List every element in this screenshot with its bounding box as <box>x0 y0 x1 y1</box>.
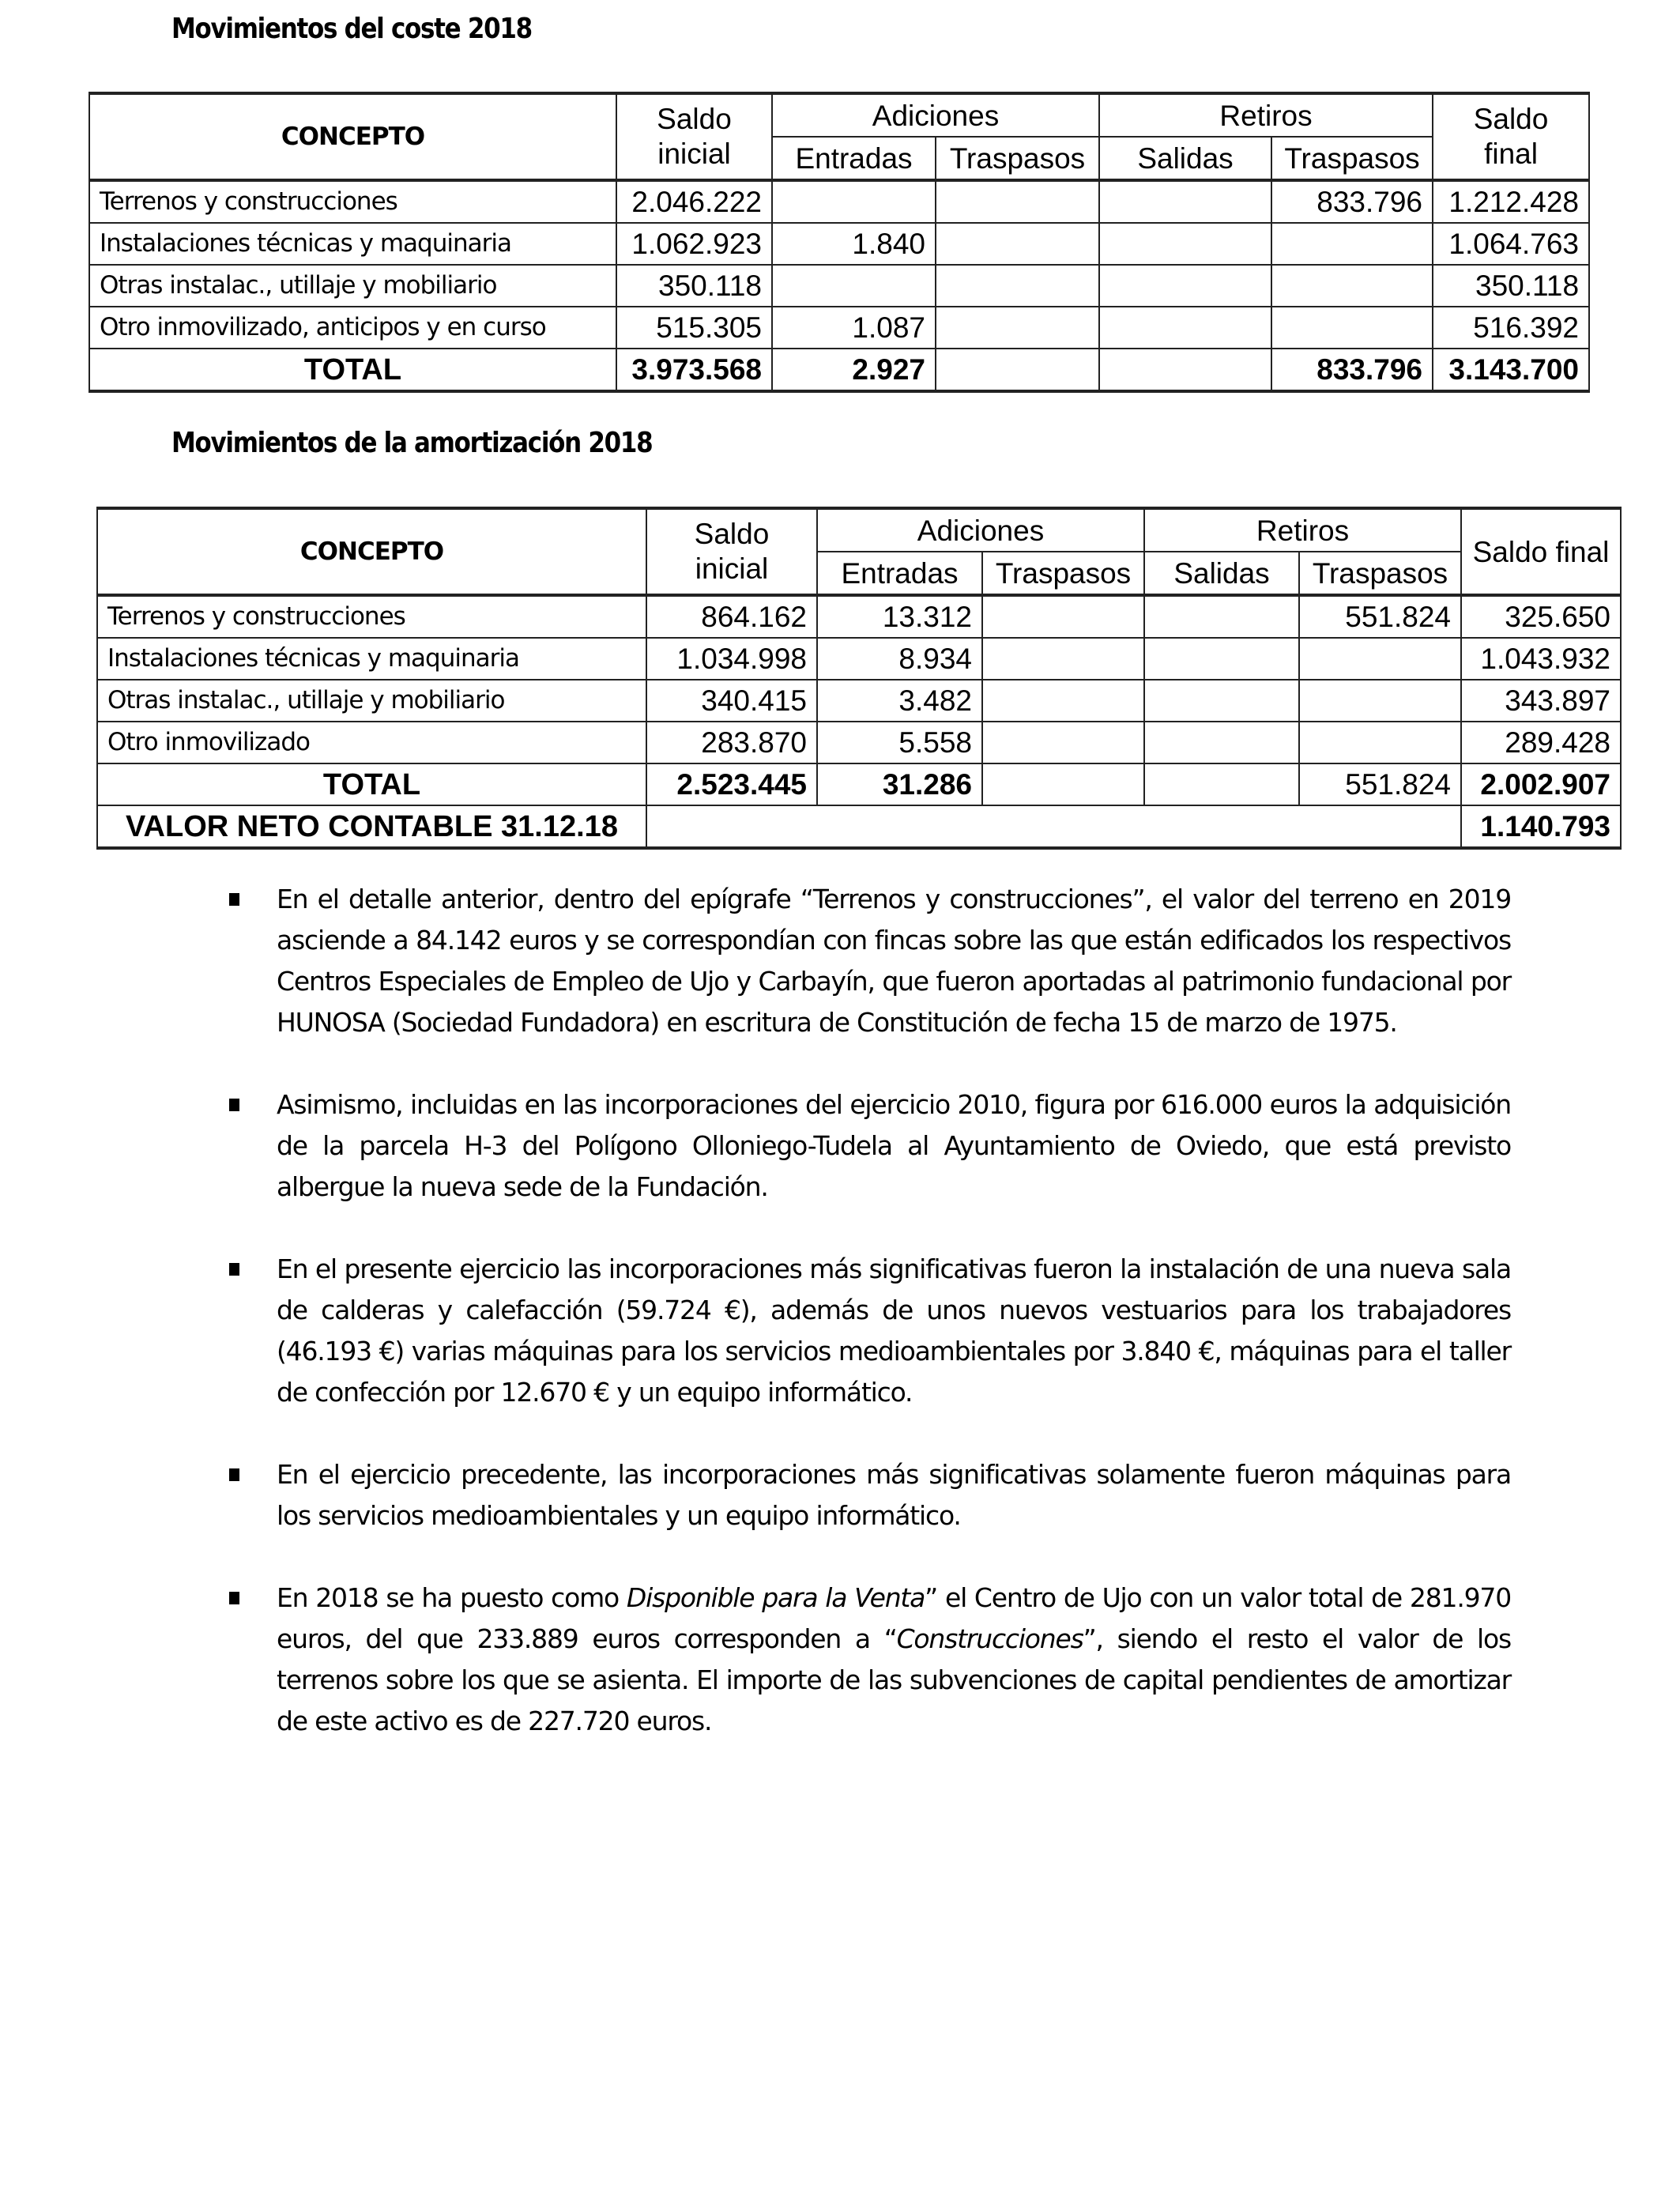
total-salidas <box>1099 349 1271 391</box>
cell-traspasos-adiciones <box>936 223 1099 265</box>
total-label: TOTAL <box>97 763 646 805</box>
amortization-movements-table <box>96 507 1622 850</box>
cell-traspasos-adiciones <box>936 265 1099 307</box>
cell-traspasos-retiros <box>1299 638 1461 680</box>
cell-saldo-inicial: 283.870 <box>646 722 817 763</box>
cell-saldo-inicial: 2.046.222 <box>616 180 772 223</box>
header-traspasos-retiros: Traspasos <box>1271 137 1433 180</box>
cell-salidas <box>1144 680 1299 722</box>
note-text: Asimismo, incluidas en las incorporaciones del ejercicio 2010, figura por 616.000 euros la adquisición de la parcela H-3 del Polígono Olloniego-Tudela al Ayuntamiento de Oviedo, que está previsto albergue la nueva sede de la Fundación. <box>277 1089 1511 1202</box>
note-text-segment: ”, siendo el resto el valor de los terrenos sobre los que se asienta. El importe de las subvenciones de capital pendientes de amortizar de este activo es de 227.720 euros. <box>277 1623 1511 1736</box>
cell-salidas <box>1144 638 1299 680</box>
note-text: En el detalle anterior, dentro del epígrafe “Terrenos y construcciones”, el valor del terreno en 2019 asciende a 84.142 euros y se correspondían con fincas sobre las que están edificados los respectivos Centros Especiales de Empleo de Ujo y Carbayín, que fueron aportadas al patrimonio fundacional por HUNOSA (Sociedad Fundadora) en escritura de Constitución de fecha 15 de marzo de 1975. <box>277 884 1511 1038</box>
cell-saldo-final: 1.064.763 <box>1433 223 1589 265</box>
cell-entradas: 13.312 <box>817 595 982 638</box>
cell-concepto: Otro inmovilizado, anticipos y en curso <box>89 307 616 349</box>
header-salidas: Salidas <box>1144 552 1299 595</box>
cell-traspasos-retiros <box>1271 265 1433 307</box>
cell-traspasos-adiciones <box>982 638 1144 680</box>
table-row <box>89 265 1589 307</box>
cell-saldo-inicial: 340.415 <box>646 680 817 722</box>
square-bullet-icon <box>229 1263 239 1276</box>
cell-saldo-inicial: 515.305 <box>616 307 772 349</box>
cell-traspasos-adiciones <box>936 180 1099 223</box>
cell-salidas <box>1099 265 1271 307</box>
note-text-italic: Disponible para la Venta <box>626 1582 925 1613</box>
header-concepto: CONCEPTO <box>89 93 616 180</box>
cell-salidas <box>1099 307 1271 349</box>
cell-saldo-final: 343.897 <box>1461 680 1621 722</box>
total-traspasos-retiros: 551.824 <box>1299 763 1461 805</box>
note-text-segment: En 2018 se ha puesto como <box>277 1582 627 1613</box>
net-book-value-label: VALOR NETO CONTABLE 31.12.18 <box>97 805 646 848</box>
header-saldo-inicial: Saldo inicial <box>616 93 772 180</box>
cell-salidas <box>1099 180 1271 223</box>
cell-concepto: Otras instalac., utillaje y mobiliario <box>89 265 616 307</box>
table-row <box>97 722 1621 763</box>
cell-saldo-final: 1.043.932 <box>1461 638 1621 680</box>
square-bullet-icon <box>229 1468 239 1481</box>
cost-movements-table <box>89 92 1590 393</box>
cell-traspasos-retiros: 833.796 <box>1271 180 1433 223</box>
total-saldo-final: 3.143.700 <box>1433 349 1589 391</box>
amortization-table-title: Movimientos de la amortización 2018 <box>171 427 653 459</box>
net-book-value-spacer <box>646 805 1461 848</box>
total-saldo-final: 2.002.907 <box>1461 763 1621 805</box>
header-retiros: Retiros <box>1099 93 1433 137</box>
cell-concepto: Terrenos y construcciones <box>97 595 646 638</box>
total-row <box>97 763 1621 805</box>
header-traspasos-adiciones: Traspasos <box>982 552 1144 595</box>
cell-traspasos-retiros <box>1271 223 1433 265</box>
note-item <box>223 1084 1511 1208</box>
total-label: TOTAL <box>89 349 616 391</box>
header-traspasos-adiciones: Traspasos <box>936 137 1099 180</box>
square-bullet-icon <box>229 893 239 906</box>
header-saldo-inicial: Saldo inicial <box>646 508 817 595</box>
cell-saldo-inicial: 1.034.998 <box>646 638 817 680</box>
total-saldo-inicial: 2.523.445 <box>646 763 817 805</box>
total-entradas: 31.286 <box>817 763 982 805</box>
note-text-segment: ” el Centro de Ujo con un valor total de 281.970 euros, del que 233.889 euros corresponden a “ <box>277 1582 1511 1654</box>
note-text: En el ejercicio precedente, las incorporaciones más significativas solamente fueron máquinas para los servicios medioambientales y un equipo informático. <box>277 1459 1511 1531</box>
note-item <box>223 879 1511 1043</box>
cell-saldo-inicial: 1.062.923 <box>616 223 772 265</box>
cell-entradas <box>772 265 936 307</box>
note-text <box>277 1582 1511 1736</box>
cell-traspasos-retiros: 551.824 <box>1299 595 1461 638</box>
total-salidas <box>1144 763 1299 805</box>
header-entradas: Entradas <box>817 552 982 595</box>
cell-salidas <box>1144 595 1299 638</box>
note-item <box>223 1249 1511 1413</box>
cell-saldo-final: 289.428 <box>1461 722 1621 763</box>
cell-traspasos-retiros <box>1299 680 1461 722</box>
note-item <box>223 1454 1511 1536</box>
cell-concepto: Instalaciones técnicas y maquinaria <box>89 223 616 265</box>
note-text: En el presente ejercicio las incorporaciones más significativas fueron la instalación de una nueva sala de calderas y calefacción (59.724 €), además de unos nuevos vestuarios para los trabajadores (46.193 €) varias máquinas para los servicios medioambientales por 3.840 €, máquinas para el taller de confección por 12.670 € y un equipo informático. <box>277 1253 1511 1408</box>
header-entradas: Entradas <box>772 137 936 180</box>
cell-saldo-final: 325.650 <box>1461 595 1621 638</box>
cell-saldo-inicial: 350.118 <box>616 265 772 307</box>
notes-list <box>223 879 1511 1783</box>
net-book-value-row <box>97 805 1621 848</box>
cell-concepto: Otro inmovilizado <box>97 722 646 763</box>
table-row <box>89 223 1589 265</box>
header-concepto: CONCEPTO <box>97 508 646 595</box>
table-row <box>97 638 1621 680</box>
table-row <box>89 307 1589 349</box>
cell-concepto: Instalaciones técnicas y maquinaria <box>97 638 646 680</box>
header-adiciones: Adiciones <box>817 508 1144 552</box>
cell-saldo-final: 516.392 <box>1433 307 1589 349</box>
cell-entradas: 3.482 <box>817 680 982 722</box>
note-text-italic: Construcciones <box>896 1623 1083 1654</box>
total-traspasos-adiciones <box>982 763 1144 805</box>
cell-traspasos-adiciones <box>982 722 1144 763</box>
cell-concepto: Otras instalac., utillaje y mobiliario <box>97 680 646 722</box>
net-book-value: 1.140.793 <box>1461 805 1621 848</box>
total-row <box>89 349 1589 391</box>
cell-salidas <box>1099 223 1271 265</box>
total-entradas: 2.927 <box>772 349 936 391</box>
cell-traspasos-adiciones <box>982 595 1144 638</box>
square-bullet-icon <box>229 1099 239 1111</box>
cell-traspasos-adiciones <box>936 307 1099 349</box>
cell-concepto: Terrenos y construcciones <box>89 180 616 223</box>
cell-traspasos-retiros <box>1271 307 1433 349</box>
header-salidas: Salidas <box>1099 137 1271 180</box>
header-saldo-final: Saldo final <box>1433 93 1589 180</box>
cell-entradas: 8.934 <box>817 638 982 680</box>
cell-traspasos-retiros <box>1299 722 1461 763</box>
header-adiciones: Adiciones <box>772 93 1099 137</box>
note-item <box>223 1578 1511 1742</box>
header-saldo-final: Saldo final <box>1461 508 1621 595</box>
cell-saldo-final: 350.118 <box>1433 265 1589 307</box>
cell-entradas: 1.840 <box>772 223 936 265</box>
cell-saldo-final: 1.212.428 <box>1433 180 1589 223</box>
table-row <box>97 595 1621 638</box>
total-traspasos-adiciones <box>936 349 1099 391</box>
cell-entradas <box>772 180 936 223</box>
header-traspasos-retiros: Traspasos <box>1299 552 1461 595</box>
table-row <box>89 180 1589 223</box>
cell-entradas: 5.558 <box>817 722 982 763</box>
cost-table-title: Movimientos del coste 2018 <box>171 13 532 45</box>
square-bullet-icon <box>229 1592 239 1604</box>
cell-traspasos-adiciones <box>982 680 1144 722</box>
total-traspasos-retiros: 833.796 <box>1271 349 1433 391</box>
cell-entradas: 1.087 <box>772 307 936 349</box>
header-retiros: Retiros <box>1144 508 1461 552</box>
cell-saldo-inicial: 864.162 <box>646 595 817 638</box>
table-row <box>97 680 1621 722</box>
total-saldo-inicial: 3.973.568 <box>616 349 772 391</box>
cell-salidas <box>1144 722 1299 763</box>
